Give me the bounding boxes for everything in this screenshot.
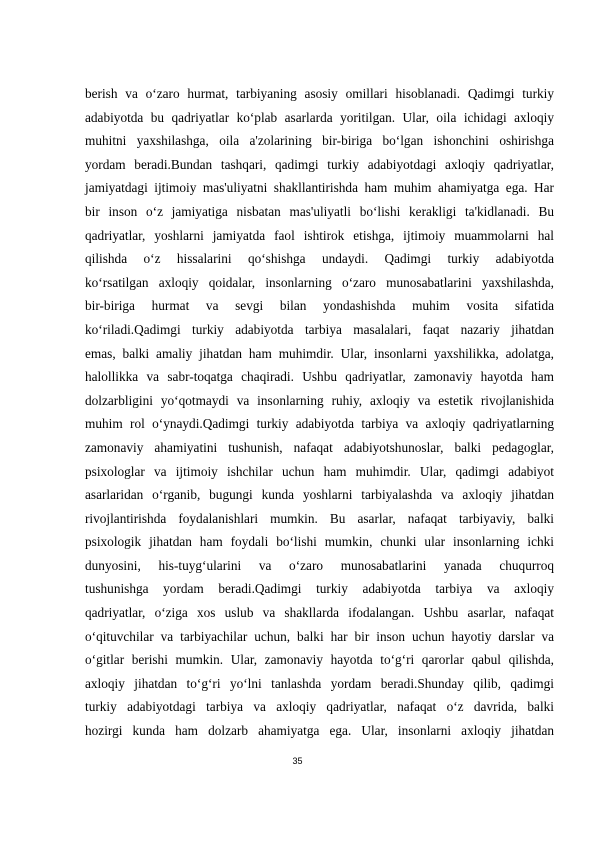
text-line: qadriyatlar, o‘ziga xos uslub va shakllarda ifodalangan. Ushbu asarlar, nafaqat xyxy=(85,605,554,621)
text-line: asarlaridan o‘rganib, bugungi kunda yoshlarni tarbiyalashda va axloqiy jihatdan xyxy=(85,487,554,503)
text-line: jamiyatdagi ijtimoiy mas'uliyatni shakllantirishda ham muhim ahamiyatga ega. Har xyxy=(85,180,554,196)
body-text xyxy=(85,82,554,743)
text-line: o‘gitlar berishi mumkin. Ular, zamonaviy hayotda to‘g‘ri qarorlar qabul qilishda, xyxy=(85,652,554,668)
text-line: muhitni yaxshilashga, oila a'zolarining bir-biriga bo‘lgan ishonchini oshirishga xyxy=(85,133,554,149)
text-line: ko‘riladi.Qadimgi turkiy adabiyotda tarbiya masalalari, faqat nazariy jihatdan xyxy=(85,321,554,337)
text-line: bir inson o‘z jamiyatiga nisbatan mas'uliyatli bo‘lishi kerakligi ta'kidlanadi. Bu xyxy=(85,203,554,219)
text-line: berish va o‘zaro hurmat, tarbiyaning asosiy omillari hisoblanadi. Qadimgi turkiy xyxy=(85,86,554,101)
text-line: dolzarbligini yo‘qotmaydi va insonlarning ruhiy, axloqiy va estetik rivojlanishida xyxy=(85,392,554,408)
text-line: turkiy adabiyotdagi tarbiya va axloqiy qadriyatlar, nafaqat o‘z davrida, balki xyxy=(85,699,554,715)
text-line: yordam beradi.Bundan tashqari, qadimgi turkiy adabiyotdagi axloqiy qadriyatlar, xyxy=(85,156,554,172)
text-line: adabiyotda bu qadriyatlar ko‘plab asarlarda yoritilgan. Ular, oila ichidagi axloqiy xyxy=(85,109,554,125)
text-line: bir-biriga hurmat va sevgi bilan yondashishda muhim vosita sifatida xyxy=(85,298,554,314)
text-line: hozirgi kunda ham dolzarb ahamiyatga ega. Ular, insonlarni axloqiy jihatdan xyxy=(85,723,554,739)
text-line: muhim rol o‘ynaydi.Qadimgi turkiy adabiyotda tarbiya va axloqiy qadriyatlarning xyxy=(85,416,554,432)
text-line: qadriyatlar, yoshlarni jamiyatda faol ishtirok etishga, ijtimoiy muammolarni hal xyxy=(85,227,554,243)
text-line: tushunishga yordam beradi.Qadimgi turkiy adabiyotda tarbiya va axloqiy xyxy=(85,581,554,597)
text-line: o‘qituvchilar va tarbiyachilar uchun, balki har bir inson uchun hayotiy darslar va xyxy=(85,628,554,644)
text-line: zamonaviy ahamiyatini tushunish, nafaqat adabiyotshunoslar, balki pedagoglar, xyxy=(85,439,554,455)
text-line: axloqiy jihatdan to‘g‘ri yo‘lni tanlashda yordam beradi.Shunday qilib, qadimgi xyxy=(85,675,554,691)
text-line: ko‘rsatilgan axloqiy qoidalar, insonlarning o‘zaro munosabatlarini yaxshilashda, xyxy=(85,274,554,290)
text-line: dunyosini, his-tuyg‘ularini va o‘zaro munosabatlarini yanada chuqurroq xyxy=(85,557,554,573)
text-line: halollikka va sabr-toqatga chaqiradi. Ushbu qadriyatlar, zamonaviy hayotda ham xyxy=(85,369,554,385)
text-line: rivojlantirishda foydalanishlari mumkin. Bu asarlar, nafaqat tarbiyaviy, balki xyxy=(85,510,554,526)
text-line: psixologlar va ijtimoiy ishchilar uchun ham muhimdir. Ular, qadimgi adabiyot xyxy=(85,463,554,479)
page-number: 35 xyxy=(292,756,303,766)
text-line: psixologik jihatdan ham foydali bo‘lishi mumkin, chunki ular insonlarning ichki xyxy=(85,534,554,550)
text-line: qilishda o‘z hissalarini qo‘shishga undaydi. Qadimgi turkiy adabiyotda xyxy=(85,251,554,267)
text-line: emas, balki amaliy jihatdan ham muhimdir. Ular, insonlarni yaxshilikka, adolatga, xyxy=(85,345,554,361)
